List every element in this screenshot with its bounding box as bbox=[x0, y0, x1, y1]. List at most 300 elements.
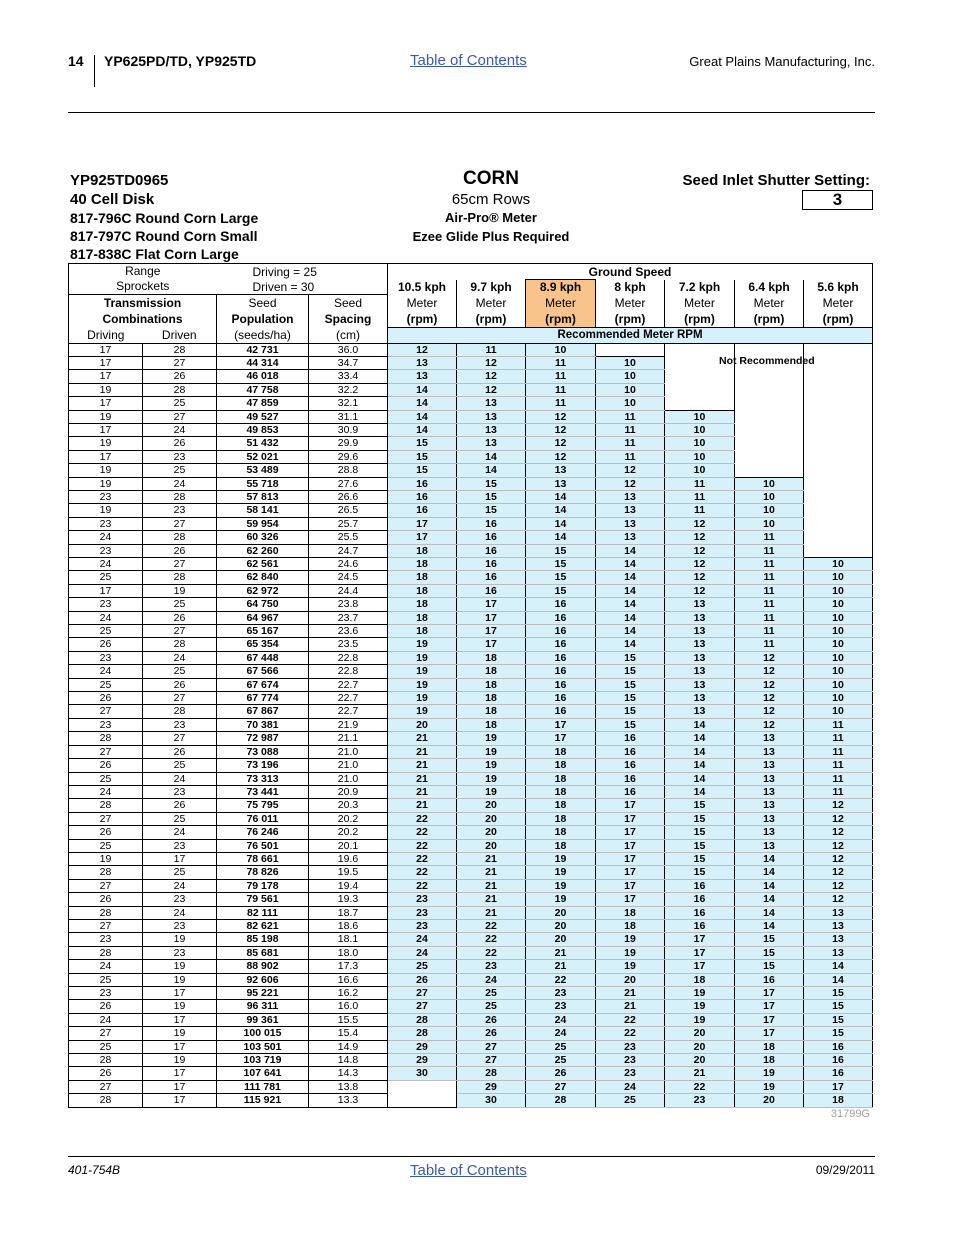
cell-rpm-7: 10 bbox=[804, 625, 873, 638]
cell-rpm-4: 19 bbox=[596, 946, 665, 959]
cell-rpm-7: 13 bbox=[804, 933, 873, 946]
table-row bbox=[69, 477, 873, 490]
table-row bbox=[69, 933, 873, 946]
cell-rpm-3: 21 bbox=[526, 960, 596, 973]
table-row bbox=[69, 919, 873, 932]
cell-rpm-5: 15 bbox=[665, 852, 735, 865]
cell-spacing: 21.1 bbox=[309, 732, 388, 745]
cell-rpm-5: 16 bbox=[665, 906, 735, 919]
cell-rpm-6: 14 bbox=[735, 906, 804, 919]
table-row bbox=[69, 732, 873, 745]
cell-population: 75 795 bbox=[217, 799, 309, 812]
cell-rpm-1: 14 bbox=[388, 397, 457, 410]
cell-spacing: 15.5 bbox=[309, 1013, 388, 1026]
cell-rpm-6: 11 bbox=[735, 625, 804, 638]
crop-title: CORN bbox=[463, 168, 519, 189]
cell-population: 55 718 bbox=[217, 477, 309, 490]
cell-population: 60 326 bbox=[217, 531, 309, 544]
table-row bbox=[69, 1080, 873, 1093]
cell-driven: 17 bbox=[143, 1013, 217, 1026]
cell-rpm-4: 10 bbox=[596, 397, 665, 410]
cell-driven: 17 bbox=[143, 987, 217, 1000]
cell-rpm-5: 13 bbox=[665, 598, 735, 611]
cell-rpm-7: 11 bbox=[804, 732, 873, 745]
cell-driven: 19 bbox=[143, 1054, 217, 1067]
cell-rpm-2: 20 bbox=[457, 839, 526, 852]
cell-rpm-4: 16 bbox=[596, 772, 665, 785]
cell-spacing: 21.0 bbox=[309, 759, 388, 772]
cell-rpm-5: 11 bbox=[665, 477, 735, 490]
cell-rpm-1: 23 bbox=[388, 893, 457, 906]
cell-rpm-5: 14 bbox=[665, 785, 735, 798]
cell-rpm-3: 11 bbox=[526, 356, 596, 369]
cell-rpm-6 bbox=[735, 410, 804, 423]
cell-population: 64 967 bbox=[217, 611, 309, 624]
col-driving: Driving bbox=[69, 327, 143, 343]
speed-4: 8 kph bbox=[596, 280, 665, 295]
cell-driving: 28 bbox=[69, 946, 143, 959]
cell-rpm-4: 17 bbox=[596, 839, 665, 852]
cell-rpm-3: 11 bbox=[526, 397, 596, 410]
page-number: 14 bbox=[68, 53, 84, 69]
cell-population: 47 758 bbox=[217, 383, 309, 396]
cell-spacing: 14.9 bbox=[309, 1040, 388, 1053]
cell-rpm-1: 21 bbox=[388, 785, 457, 798]
cell-rpm-1: 14 bbox=[388, 410, 457, 423]
cell-rpm-4: 17 bbox=[596, 866, 665, 879]
cell-rpm-5: 12 bbox=[665, 571, 735, 584]
cell-rpm-3: 27 bbox=[526, 1080, 596, 1093]
cell-driving: 27 bbox=[69, 745, 143, 758]
table-row bbox=[69, 410, 873, 423]
table-row bbox=[69, 866, 873, 879]
cell-driven: 25 bbox=[143, 464, 217, 477]
footer-rule bbox=[68, 1156, 875, 1157]
cell-rpm-4: 23 bbox=[596, 1040, 665, 1053]
cell-driving: 25 bbox=[69, 839, 143, 852]
cell-rpm-6: 11 bbox=[735, 571, 804, 584]
cell-rpm-3: 22 bbox=[526, 973, 596, 986]
cell-rpm-5: 17 bbox=[665, 946, 735, 959]
cell-rpm-7: 10 bbox=[804, 571, 873, 584]
table-row bbox=[69, 397, 873, 410]
cell-rpm-7: 13 bbox=[804, 919, 873, 932]
cell-rpm-2: 22 bbox=[457, 919, 526, 932]
cell-rpm-5: 15 bbox=[665, 866, 735, 879]
cell-rpm-2: 21 bbox=[457, 852, 526, 865]
cell-rpm-5: 21 bbox=[665, 1067, 735, 1080]
cell-rpm-7 bbox=[804, 477, 873, 490]
cell-spacing: 25.5 bbox=[309, 531, 388, 544]
cell-population: 58 141 bbox=[217, 504, 309, 517]
cell-driving: 27 bbox=[69, 812, 143, 825]
cell-rpm-3: 13 bbox=[526, 477, 596, 490]
cell-rpm-1: 21 bbox=[388, 732, 457, 745]
cell-rpm-1: 27 bbox=[388, 987, 457, 1000]
cell-rpm-4: 15 bbox=[596, 651, 665, 664]
table-row bbox=[69, 1067, 873, 1080]
cell-spacing: 31.1 bbox=[309, 410, 388, 423]
cell-driving: 28 bbox=[69, 799, 143, 812]
cell-rpm-5: 13 bbox=[665, 611, 735, 624]
cell-rpm-3: 18 bbox=[526, 812, 596, 825]
cell-rpm-7: 12 bbox=[804, 866, 873, 879]
cell-driven: 26 bbox=[143, 544, 217, 557]
cell-rpm-6: 20 bbox=[735, 1094, 804, 1107]
cell-population: 62 972 bbox=[217, 584, 309, 597]
model-title: YP625PD/TD, YP925TD bbox=[104, 53, 257, 69]
cell-rpm-4: 17 bbox=[596, 893, 665, 906]
cell-rpm-4: 15 bbox=[596, 692, 665, 705]
cell-rpm-2: 19 bbox=[457, 759, 526, 772]
cell-rpm-6: 11 bbox=[735, 558, 804, 571]
cell-rpm-2: 18 bbox=[457, 678, 526, 691]
cell-rpm-1: 23 bbox=[388, 906, 457, 919]
cell-rpm-4: 14 bbox=[596, 584, 665, 597]
cell-spacing: 21.0 bbox=[309, 772, 388, 785]
cell-driving: 17 bbox=[69, 450, 143, 463]
cell-driven: 23 bbox=[143, 504, 217, 517]
cell-spacing: 26.6 bbox=[309, 490, 388, 503]
table-row bbox=[69, 879, 873, 892]
cell-rpm-4: 11 bbox=[596, 437, 665, 450]
cell-rpm-2: 20 bbox=[457, 826, 526, 839]
cell-driving: 19 bbox=[69, 852, 143, 865]
cell-rpm-4: 21 bbox=[596, 987, 665, 1000]
cell-driving: 27 bbox=[69, 1027, 143, 1040]
cell-population: 67 448 bbox=[217, 651, 309, 664]
cell-driving: 23 bbox=[69, 651, 143, 664]
table-row bbox=[69, 799, 873, 812]
cell-driving: 25 bbox=[69, 1040, 143, 1053]
cell-rpm-4: 11 bbox=[596, 423, 665, 436]
not-recommended-label: Not Recommended bbox=[719, 355, 815, 367]
cell-rpm-4: 15 bbox=[596, 718, 665, 731]
cell-rpm-3: 12 bbox=[526, 450, 596, 463]
cell-spacing: 22.7 bbox=[309, 705, 388, 718]
cell-driven: 23 bbox=[143, 946, 217, 959]
table-row bbox=[69, 960, 873, 973]
cell-population: 85 681 bbox=[217, 946, 309, 959]
table-row bbox=[69, 893, 873, 906]
cell-population: 67 566 bbox=[217, 665, 309, 678]
cell-spacing: 21.9 bbox=[309, 718, 388, 731]
cell-rpm-1: 19 bbox=[388, 665, 457, 678]
cell-population: 62 260 bbox=[217, 544, 309, 557]
cell-rpm-1: 17 bbox=[388, 517, 457, 530]
cell-rpm-3: 19 bbox=[526, 879, 596, 892]
cell-rpm-1: 22 bbox=[388, 812, 457, 825]
cell-rpm-7: 12 bbox=[804, 799, 873, 812]
cell-rpm-6: 19 bbox=[735, 1080, 804, 1093]
cell-rpm-6: 14 bbox=[735, 879, 804, 892]
cell-population: 42 731 bbox=[217, 343, 309, 356]
cell-rpm-4: 23 bbox=[596, 1067, 665, 1080]
table-row bbox=[69, 437, 873, 450]
cell-rpm-2: 29 bbox=[457, 1080, 526, 1093]
cell-population: 111 781 bbox=[217, 1080, 309, 1093]
cell-rpm-2: 18 bbox=[457, 665, 526, 678]
header-divider bbox=[94, 55, 95, 87]
cell-population: 103 501 bbox=[217, 1040, 309, 1053]
cell-rpm-5: 10 bbox=[665, 450, 735, 463]
cell-spacing: 21.0 bbox=[309, 745, 388, 758]
cell-rpm-3: 16 bbox=[526, 598, 596, 611]
cell-driving: 26 bbox=[69, 638, 143, 651]
cell-rpm-2: 26 bbox=[457, 1013, 526, 1026]
cell-driven: 27 bbox=[143, 517, 217, 530]
cell-rpm-3: 16 bbox=[526, 611, 596, 624]
cell-rpm-4: 15 bbox=[596, 678, 665, 691]
cell-rpm-6: 14 bbox=[735, 852, 804, 865]
cell-rpm-7 bbox=[804, 544, 873, 557]
cell-rpm-7: 13 bbox=[804, 906, 873, 919]
cell-spacing: 18.1 bbox=[309, 933, 388, 946]
cell-rpm-7: 15 bbox=[804, 1027, 873, 1040]
cell-rpm-7 bbox=[804, 397, 873, 410]
cell-rpm-7: 11 bbox=[804, 718, 873, 731]
cell-rpm-1: 21 bbox=[388, 745, 457, 758]
cell-driving: 25 bbox=[69, 678, 143, 691]
cell-rpm-3: 21 bbox=[526, 946, 596, 959]
cell-rpm-3: 23 bbox=[526, 987, 596, 1000]
cell-rpm-2: 25 bbox=[457, 1000, 526, 1013]
cell-rpm-2: 28 bbox=[457, 1067, 526, 1080]
cell-rpm-6: 14 bbox=[735, 919, 804, 932]
cell-rpm-3: 18 bbox=[526, 826, 596, 839]
cell-driven: 26 bbox=[143, 745, 217, 758]
cell-rpm-4: 19 bbox=[596, 933, 665, 946]
meter-rpm-3: Meter (rpm) bbox=[526, 295, 596, 328]
cell-rpm-4: 14 bbox=[596, 638, 665, 651]
cell-rpm-4: 18 bbox=[596, 906, 665, 919]
cell-population: 65 167 bbox=[217, 625, 309, 638]
cell-driven: 19 bbox=[143, 1000, 217, 1013]
company-name: Great Plains Manufacturing, Inc. bbox=[689, 54, 875, 69]
cell-population: 107 641 bbox=[217, 1067, 309, 1080]
spacing-unit: (cm) bbox=[309, 327, 388, 343]
meter-rpm-7: Meter (rpm) bbox=[804, 295, 873, 328]
cell-rpm-2: 27 bbox=[457, 1040, 526, 1053]
cell-population: 95 221 bbox=[217, 987, 309, 1000]
cell-rpm-7 bbox=[804, 464, 873, 477]
cell-rpm-3: 18 bbox=[526, 759, 596, 772]
cell-rpm-4: 16 bbox=[596, 759, 665, 772]
cell-rpm-4: 11 bbox=[596, 450, 665, 463]
cell-rpm-7: 11 bbox=[804, 759, 873, 772]
cell-rpm-5: 15 bbox=[665, 812, 735, 825]
cell-driven: 27 bbox=[143, 692, 217, 705]
cell-spacing: 19.6 bbox=[309, 852, 388, 865]
cell-driven: 23 bbox=[143, 450, 217, 463]
cell-driven: 26 bbox=[143, 370, 217, 383]
cell-rpm-5: 16 bbox=[665, 919, 735, 932]
cell-rpm-3: 23 bbox=[526, 1000, 596, 1013]
cell-rpm-2: 26 bbox=[457, 1027, 526, 1040]
cell-rpm-6: 10 bbox=[735, 477, 804, 490]
cell-rpm-2: 16 bbox=[457, 584, 526, 597]
cell-rpm-5: 14 bbox=[665, 759, 735, 772]
cell-spacing: 22.7 bbox=[309, 678, 388, 691]
cell-rpm-2: 18 bbox=[457, 718, 526, 731]
cell-driven: 23 bbox=[143, 785, 217, 798]
cell-rpm-6: 17 bbox=[735, 1027, 804, 1040]
cell-rpm-7 bbox=[804, 504, 873, 517]
cell-driving: 28 bbox=[69, 1094, 143, 1107]
cell-driven: 17 bbox=[143, 1094, 217, 1107]
cell-driving: 25 bbox=[69, 571, 143, 584]
cell-spacing: 20.2 bbox=[309, 812, 388, 825]
cell-rpm-3: 18 bbox=[526, 839, 596, 852]
cell-driven: 25 bbox=[143, 397, 217, 410]
document-number: 401-754B bbox=[68, 1163, 121, 1177]
cell-spacing: 24.4 bbox=[309, 584, 388, 597]
cell-population: 88 902 bbox=[217, 960, 309, 973]
cell-driven: 28 bbox=[143, 490, 217, 503]
cell-spacing: 16.0 bbox=[309, 1000, 388, 1013]
cell-rpm-3: 15 bbox=[526, 544, 596, 557]
cell-rpm-3: 12 bbox=[526, 437, 596, 450]
table-row bbox=[69, 1000, 873, 1013]
cell-rpm-5: 12 bbox=[665, 531, 735, 544]
cell-rpm-4: 16 bbox=[596, 732, 665, 745]
cell-spacing: 20.9 bbox=[309, 785, 388, 798]
cell-rpm-6: 19 bbox=[735, 1067, 804, 1080]
table-row bbox=[69, 852, 873, 865]
cell-spacing: 19.3 bbox=[309, 893, 388, 906]
cell-rpm-4: 10 bbox=[596, 370, 665, 383]
cell-driven: 24 bbox=[143, 477, 217, 490]
cell-spacing: 18.0 bbox=[309, 946, 388, 959]
cell-driving: 24 bbox=[69, 1013, 143, 1026]
cell-rpm-3: 20 bbox=[526, 906, 596, 919]
cell-rpm-6 bbox=[735, 464, 804, 477]
cell-driven: 17 bbox=[143, 1067, 217, 1080]
table-row bbox=[69, 718, 873, 731]
cell-driven: 25 bbox=[143, 598, 217, 611]
cell-rpm-6: 13 bbox=[735, 839, 804, 852]
cell-spacing: 18.6 bbox=[309, 919, 388, 932]
cell-rpm-2: 19 bbox=[457, 785, 526, 798]
shutter-setting-value: 3 bbox=[802, 190, 873, 210]
cell-population: 46 018 bbox=[217, 370, 309, 383]
cell-spacing: 22.7 bbox=[309, 692, 388, 705]
cell-rpm-5: 14 bbox=[665, 732, 735, 745]
cell-rpm-4: 14 bbox=[596, 571, 665, 584]
cell-rpm-5: 22 bbox=[665, 1080, 735, 1093]
row-spacing: 65cm Rows bbox=[451, 191, 531, 208]
cell-rpm-1: 22 bbox=[388, 852, 457, 865]
cell-rpm-6: 12 bbox=[735, 692, 804, 705]
cell-spacing: 14.3 bbox=[309, 1067, 388, 1080]
cell-rpm-3: 20 bbox=[526, 933, 596, 946]
cell-spacing: 27.6 bbox=[309, 477, 388, 490]
cell-population: 49 527 bbox=[217, 410, 309, 423]
cell-rpm-3: 16 bbox=[526, 638, 596, 651]
table-row bbox=[69, 611, 873, 624]
cell-rpm-1: 17 bbox=[388, 531, 457, 544]
cell-rpm-1: 18 bbox=[388, 625, 457, 638]
cell-driving: 28 bbox=[69, 906, 143, 919]
cell-rpm-7: 10 bbox=[804, 584, 873, 597]
cell-rpm-3: 25 bbox=[526, 1054, 596, 1067]
table-row bbox=[69, 1094, 873, 1107]
cell-driven: 28 bbox=[143, 531, 217, 544]
cell-spacing: 22.8 bbox=[309, 651, 388, 664]
cell-driven: 19 bbox=[143, 933, 217, 946]
footer-table-of-contents-link[interactable]: Table of Contents bbox=[410, 1162, 527, 1179]
cell-driven: 17 bbox=[143, 1040, 217, 1053]
requirement-note: Ezee Glide Plus Required bbox=[412, 229, 570, 244]
cell-driving: 27 bbox=[69, 919, 143, 932]
cell-rpm-1: 14 bbox=[388, 383, 457, 396]
cell-driven: 23 bbox=[143, 839, 217, 852]
cell-driven: 25 bbox=[143, 812, 217, 825]
cell-rpm-5: 12 bbox=[665, 544, 735, 557]
cell-rpm-5: 20 bbox=[665, 1040, 735, 1053]
speed-2: 9.7 kph bbox=[457, 280, 526, 295]
cell-driving: 19 bbox=[69, 477, 143, 490]
cell-rpm-7: 11 bbox=[804, 772, 873, 785]
cell-driving: 17 bbox=[69, 584, 143, 597]
range-sprockets-header: Range Sprockets bbox=[69, 264, 217, 295]
table-row bbox=[69, 490, 873, 503]
cell-driven: 17 bbox=[143, 852, 217, 865]
cell-rpm-1: 18 bbox=[388, 544, 457, 557]
cell-rpm-2: 13 bbox=[457, 437, 526, 450]
table-row bbox=[69, 1013, 873, 1026]
cell-rpm-7: 10 bbox=[804, 678, 873, 691]
cell-rpm-6: 13 bbox=[735, 812, 804, 825]
cell-population: 115 921 bbox=[217, 1094, 309, 1107]
cell-rpm-1: 21 bbox=[388, 799, 457, 812]
cell-rpm-1: 22 bbox=[388, 826, 457, 839]
cell-rpm-7 bbox=[804, 423, 873, 436]
cell-driven: 24 bbox=[143, 879, 217, 892]
cell-rpm-2: 13 bbox=[457, 397, 526, 410]
cell-driving: 19 bbox=[69, 437, 143, 450]
cell-driven: 28 bbox=[143, 383, 217, 396]
cell-rpm-5: 20 bbox=[665, 1027, 735, 1040]
cell-driven: 27 bbox=[143, 410, 217, 423]
cell-driving: 17 bbox=[69, 370, 143, 383]
table-row bbox=[69, 987, 873, 1000]
cell-rpm-3: 11 bbox=[526, 383, 596, 396]
cell-rpm-2: 21 bbox=[457, 879, 526, 892]
cell-spacing: 20.1 bbox=[309, 839, 388, 852]
cell-rpm-3: 16 bbox=[526, 692, 596, 705]
cell-rpm-7: 10 bbox=[804, 598, 873, 611]
cell-rpm-1: 22 bbox=[388, 866, 457, 879]
header-rule bbox=[68, 112, 875, 113]
cell-rpm-6: 12 bbox=[735, 678, 804, 691]
table-row bbox=[69, 517, 873, 530]
cell-rpm-2: 19 bbox=[457, 745, 526, 758]
cell-driving: 25 bbox=[69, 772, 143, 785]
cell-rpm-4: 22 bbox=[596, 1013, 665, 1026]
cell-rpm-6: 14 bbox=[735, 866, 804, 879]
cell-rpm-3: 26 bbox=[526, 1067, 596, 1080]
cell-rpm-6: 12 bbox=[735, 705, 804, 718]
cell-population: 47 859 bbox=[217, 397, 309, 410]
cell-spacing: 15.4 bbox=[309, 1027, 388, 1040]
cell-population: 78 661 bbox=[217, 852, 309, 865]
cell-rpm-4: 13 bbox=[596, 531, 665, 544]
meter-rpm-4: Meter (rpm) bbox=[596, 295, 665, 328]
cell-rpm-1: 16 bbox=[388, 477, 457, 490]
table-of-contents-link[interactable]: Table of Contents bbox=[410, 52, 527, 69]
cell-driven: 25 bbox=[143, 665, 217, 678]
